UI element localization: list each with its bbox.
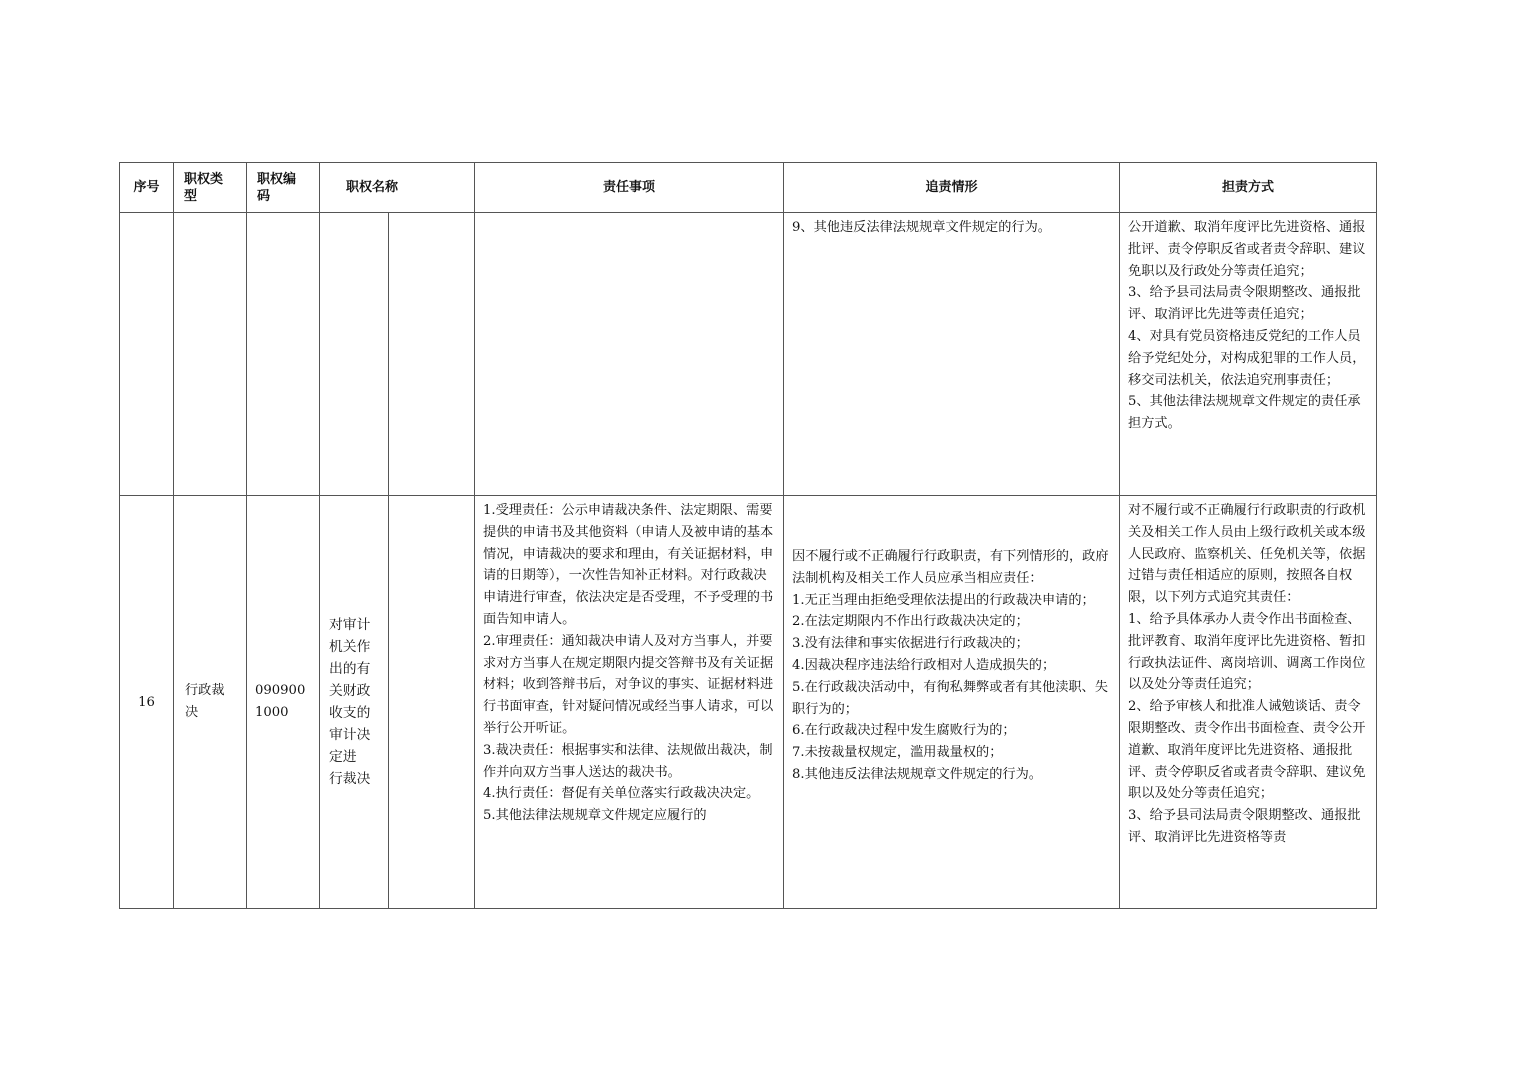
cell-seq-text: 16: [138, 694, 155, 710]
cell-responsibility-text: 1.受理责任：公示申请裁决条件、法定期限、需要提供的申请书及其他资料（申请人及被申请的基本情况，申请裁决的要求和理由，有关证据材料，申请的日期等），一次性告知补正材料。对行政裁决申请进行审查，依法决定是否受理，不予受理的书面告知申请人。 2.审理责任：通知裁决申请人及对方当事人，并要求对方当事人在规定期限内提交答辩书及有关证据材料；收到答辩书后，对争议的事实、证据材料进行书面审查，针对疑问情况或经当事人请求，可以举行公开听证。 3.裁决责任：根据事实和法律、法规做出裁决，制作并向双方当事人送达的裁决书。 4.执行责任：督促有关单位落实行政裁决决定。 5.其他法律法规规章文件规定应履行的: [483, 503, 774, 824]
header-seq: 序号: [120, 163, 174, 213]
cell-responsibility: [475, 496, 784, 909]
cell-accountability: [784, 213, 1120, 496]
header-responsibility: 责任事项: [475, 163, 784, 213]
cell-type: [174, 496, 247, 909]
cell-name-text: 对审计 机关作 出的有 关财政 收支的 审计决 定进 行裁决: [329, 617, 371, 787]
cell-responsibility-text: [475, 213, 783, 217]
cell-name: [320, 496, 389, 909]
cell-liability-mode: [1120, 213, 1377, 496]
cell-sub-name: [389, 213, 475, 496]
header-power-code: [247, 163, 320, 213]
cell-type: [174, 213, 247, 496]
table-row: [120, 496, 1377, 909]
header-power-type-label: 职权类 型: [184, 171, 224, 204]
cell-code: [247, 496, 320, 909]
cell-code-text: 090900 1000: [255, 683, 306, 720]
header-power-type: [174, 163, 247, 213]
table-row: [120, 213, 1377, 496]
header-power-code-label: 职权编 码: [257, 171, 297, 204]
cell-code: [247, 213, 320, 496]
cell-seq: [120, 213, 174, 496]
cell-accountability-text: 因不履行或不正确履行行政职责，有下列情形的，政府法制机构及相关工作人员应承当相应责任： 1.无正当理由拒绝受理依法提出的行政裁决申请的； 2.在法定期限内不作出行政裁决决定的； 3.没有法律和事实依据进行行政裁决的； 4.因裁决程序违法给行政相对人造成损失的； 5.在行政裁决活动中，有徇私舞弊或者有其他渎职、失职行为的； 6.在行政裁决过程中发生腐败行为的； 7.未按裁量权规定，滥用裁量权的； 8.其他违反法律法规规章文件规定的行为。: [792, 549, 1109, 782]
header-accountability: 追责情形: [784, 163, 1120, 213]
cell-accountability-text: 9、其他违反法律法规规章文件规定的行为。: [792, 220, 1051, 235]
cell-liability-mode: [1120, 496, 1377, 909]
header-power-name: 职权名称: [320, 163, 475, 213]
header-liability-mode: 担责方式: [1120, 163, 1377, 213]
cell-seq: [120, 496, 174, 909]
cell-name: [320, 213, 389, 496]
cell-accountability: [784, 496, 1120, 909]
cell-liability-mode-text: 公开道歉、取消年度评比先进资格、通报批评、责令停职反省或者责令辞职、建议免职以及行政处分等责任追究； 3、给予县司法局责令限期整改、通报批评、取消评比先进等责任追究； 4、对具有党员资格违反党纪的工作人员给予党纪处分，对构成犯罪的工作人员，移交司法机关，依法追究刑事责任； 5、其他法律法规规章文件规定的责任承担方式。: [1128, 220, 1366, 432]
table-header-row: [120, 163, 1377, 213]
cell-type-text: 行政裁 决: [185, 683, 225, 720]
cell-responsibility: [475, 213, 784, 496]
cell-liability-mode-text: 对不履行或不正确履行行政职责的行政机关及相关工作人员由上级行政机关或本级人民政府、监察机关、任免机关等，依据过错与责任相适应的原则，按照各自权限，以下列方式追究其责任： 1、给予具体承办人责令作出书面检查、批评教育、取消年度评比先进资格、暂扣行政执法证件、离岗培训、调离工作岗位以及处分等责任追究； 2、给予审核人和批准人诫勉谈话、责令限期整改、责令作出书面检查、责令公开道歉、取消年度评比先进资格、通报批评、责令停职反省或者责令辞职、建议免职以及处分等责任追究； 3、给予县司法局责令限期整改、通报批评、取消评比先进资格等责: [1128, 503, 1366, 845]
power-responsibility-table: [119, 162, 1377, 909]
cell-sub-name: [389, 496, 475, 909]
